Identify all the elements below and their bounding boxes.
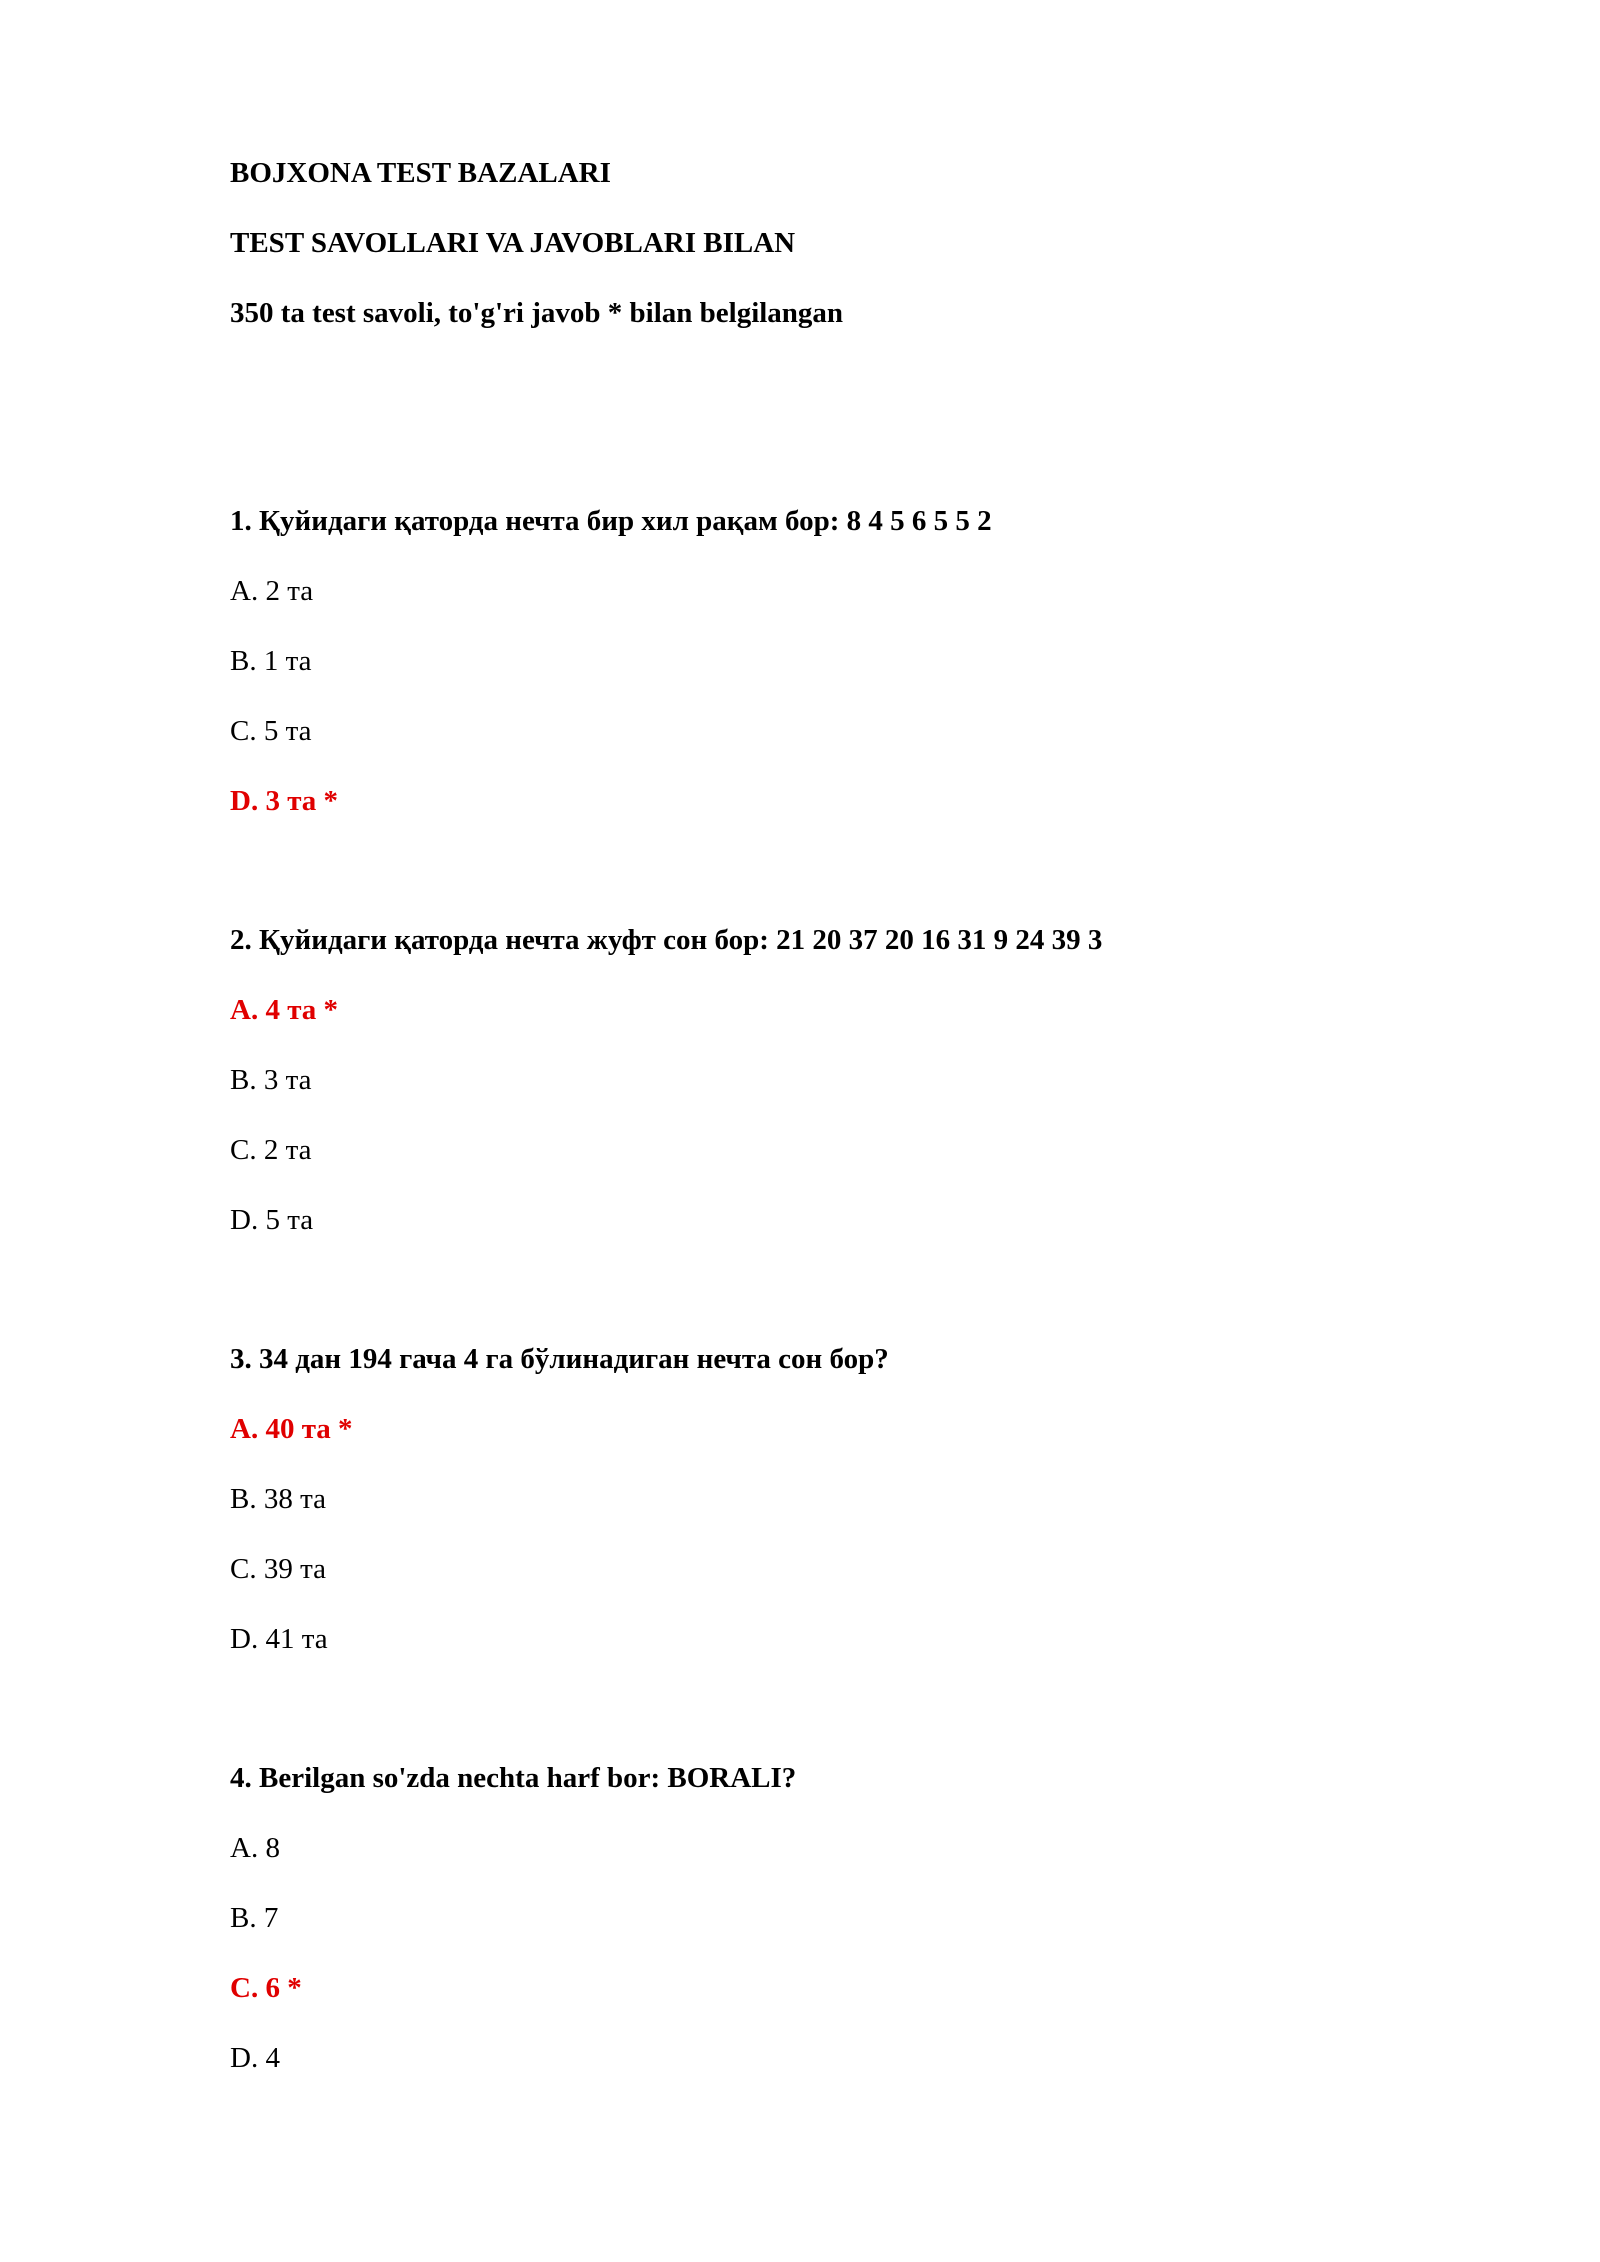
question-4-option-a: A. 8 bbox=[230, 1832, 280, 1864]
question-4-option-b: B. 7 bbox=[230, 1902, 279, 1934]
question-3-text: 3. 34 дан 194 гача 4 га бўлинадиган нечта сон бор? bbox=[230, 1343, 889, 1375]
question-1-option-c: C. 5 та bbox=[230, 715, 312, 747]
question-3-option-a-correct: A. 40 та * bbox=[230, 1413, 353, 1445]
document-subtitle: TEST SAVOLLARI VA JAVOBLARI BILAN bbox=[230, 227, 796, 259]
question-4-text: 4. Berilgan so'zda nechta harf bor: BORALI? bbox=[230, 1762, 797, 1794]
question-2-option-b: B. 3 та bbox=[230, 1064, 312, 1096]
question-1-text: 1. Қуйидаги қаторда нечта бир хил рақам бор: 8 4 5 6 5 5 2 bbox=[230, 505, 992, 537]
question-1-option-a: A. 2 та bbox=[230, 575, 314, 607]
question-3-option-c: C. 39 та bbox=[230, 1553, 326, 1585]
question-2-option-c: C. 2 та bbox=[230, 1134, 312, 1166]
question-2-option-d: D. 5 та bbox=[230, 1204, 314, 1236]
document-note: 350 ta test savoli, to'g'ri javob * bilan belgilangan bbox=[230, 297, 844, 329]
question-2-option-a-correct: A. 4 та * bbox=[230, 994, 339, 1026]
question-4-option-d: D. 4 bbox=[230, 2042, 280, 2074]
question-4-option-c-correct: C. 6 * bbox=[230, 1972, 302, 2004]
question-1-option-d-correct: D. 3 та * bbox=[230, 785, 339, 817]
question-3-option-b: B. 38 та bbox=[230, 1483, 326, 1515]
question-3-option-d: D. 41 та bbox=[230, 1623, 328, 1655]
question-2-text: 2. Қуйидаги қаторда нечта жуфт сон бор: 21 20 37 20 16 31 9 24 39 3 bbox=[230, 924, 1103, 956]
document-title: BOJXONA TEST BAZALARI bbox=[230, 157, 611, 189]
question-1-option-b: B. 1 та bbox=[230, 645, 312, 677]
